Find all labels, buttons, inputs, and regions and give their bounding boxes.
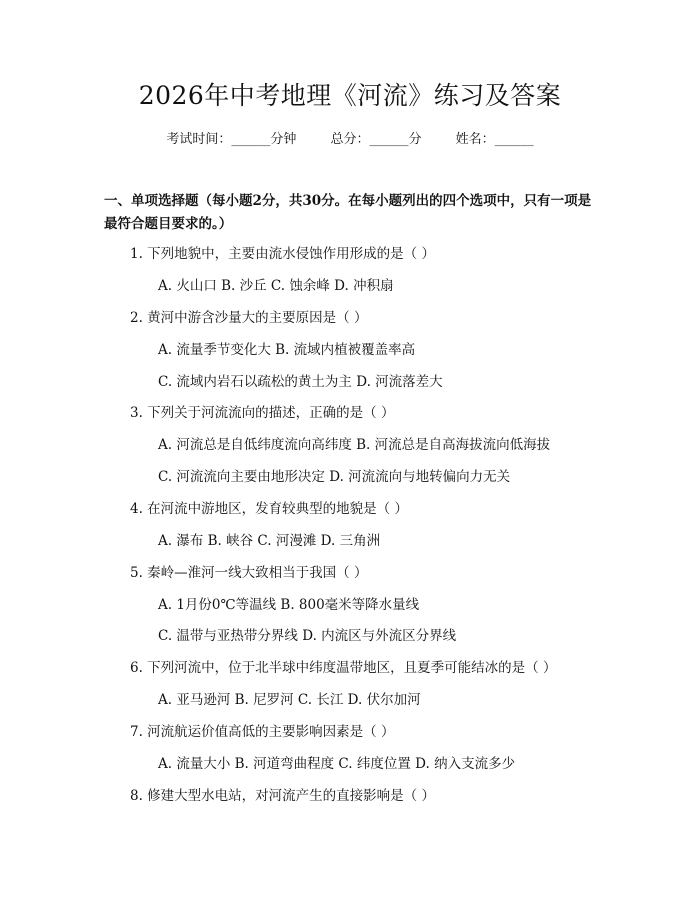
- question-2: 2. 黄河中游含沙量大的主要原因是（ ）: [130, 310, 368, 326]
- section-heading: 一、单项选择题（每小题2分，共30分。在每小题列出的四个选项中，只有一项是最符合题目要求的。）: [104, 193, 592, 232]
- question-7-options: A. 流量大小 B. 河道弯曲程度 C. 纬度位置 D. 纳入支流多少: [158, 756, 516, 772]
- question-2-options-line-2: C. 流域内岩石以疏松的黄土为主 D. 河流落差大: [158, 374, 443, 390]
- question-5-options-line-1: A. 1月份0℃等温线 B. 800毫米等降水量线: [158, 597, 420, 613]
- question-3-options-line-1: A. 河流总是自低纬度流向高纬度 B. 河流总是自高海拔流向低海拔: [158, 437, 551, 453]
- question-6-options: A. 亚马逊河 B. 尼罗河 C. 长江 D. 伏尔加河: [158, 692, 421, 708]
- question-4: 4. 在河流中游地区，发育较典型的地貌是（ ）: [130, 501, 408, 517]
- exam-meta: [0, 130, 700, 150]
- question-3-options-line-2: C. 河流流向主要由地形决定 D. 河流流向与地转偏向力无关: [158, 469, 511, 485]
- question-3: 3. 下列关于河流流向的描述，正确的是（ ）: [130, 405, 395, 421]
- exam-name: 姓名：______: [455, 132, 534, 147]
- exam-score: 总分：______分: [330, 132, 422, 147]
- question-1-options: A. 火山口 B. 沙丘 C. 蚀余峰 D. 冲积扇: [158, 278, 394, 294]
- question-5-options-line-2: C. 温带与亚热带分界线 D. 内流区与外流区分界线: [158, 628, 457, 644]
- question-5: 5. 秦岭—淮河一线大致相当于我国（ ）: [130, 565, 368, 581]
- question-6: 6. 下列河流中，位于北半球中纬度温带地区，且夏季可能结冰的是（ ）: [130, 660, 557, 676]
- question-2-options-line-1: A. 流量季节变化大 B. 流域内植被覆盖率高: [158, 342, 416, 358]
- question-4-options: A. 瀑布 B. 峡谷 C. 河漫滩 D. 三角洲: [158, 533, 381, 549]
- question-8: 8. 修建大型水电站，对河流产生的直接影响是（ ）: [130, 788, 435, 804]
- page-title: 2026年中考地理《河流》练习及答案: [138, 81, 562, 110]
- question-1: 1. 下列地貌中，主要由流水侵蚀作用形成的是（ ）: [130, 246, 435, 262]
- question-7: 7. 河流航运价值高低的主要影响因素是（ ）: [130, 724, 395, 740]
- exam-time: 考试时间：______分钟: [166, 132, 297, 147]
